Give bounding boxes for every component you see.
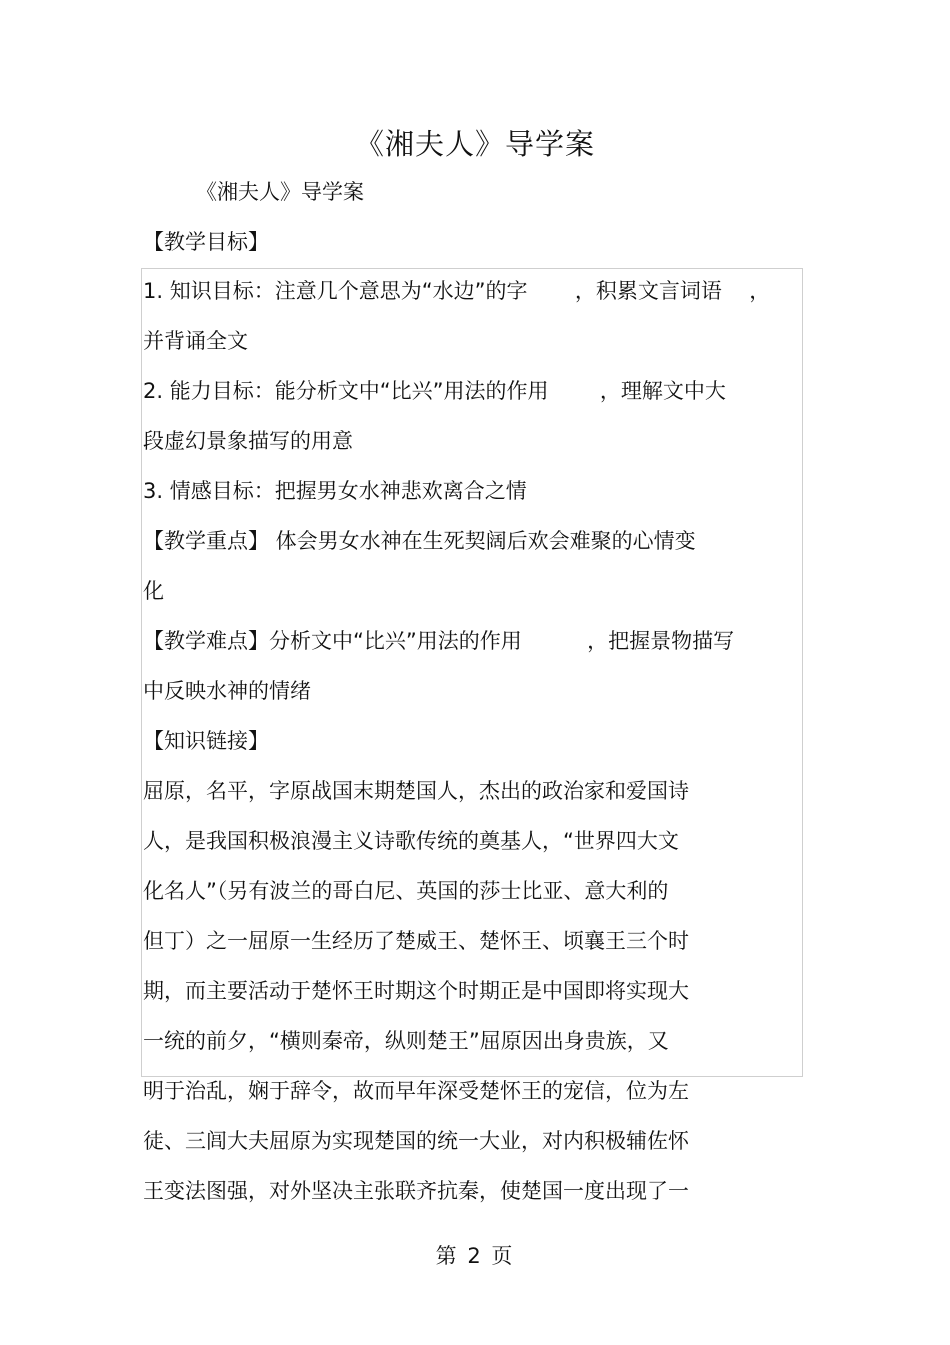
paragraph-line: 但丁）之一屈原一生经历了楚威王、楚怀王、顷襄王三个时 [143, 929, 689, 953]
difficult-points-text-2: ，把握景物描写 [587, 629, 735, 653]
paragraph-line: 期，而主要活动于楚怀王时期这个时期正是中国即将实现大 [143, 979, 689, 1003]
goal-ability-text-2: ，理解文中大 [599, 379, 726, 403]
paragraph-line: 化名人”（另有波兰的哥白尼、英国的莎士比亚、意大利的 [143, 879, 669, 903]
paragraph-line: 明于治乱，娴于辞令，故而早年深受楚怀王的宠信，位为左 [143, 1079, 689, 1103]
paragraph-line: 人，是我国积极浪漫主义诗歌传统的奠基人，“世界四大文 [143, 829, 679, 853]
goal-knowledge-line1 [143, 273, 770, 309]
page-title: 《湘夫人》导学案 [354, 127, 595, 161]
difficult-points-line2: 中反映水神的情绪 [143, 679, 311, 703]
paragraph-line: 徒、三闾大夫屈原为实现楚国的统一大业，对内积极辅佐怀 [143, 1129, 689, 1153]
paragraph-line: 王变法图强，对外坚决主张联齐抗秦，使楚国一度出现了一 [143, 1179, 689, 1203]
goal-knowledge-text-3: ， [749, 279, 771, 303]
key-points-line2: 化 [143, 579, 164, 603]
key-points-line1: 【教学重点】 体会男女水神在生死契阔后欢会难聚的心情变 [143, 529, 696, 553]
goal-ability-line1 [143, 373, 726, 409]
paragraph-line: 一统的前夕，“横则秦帝，纵则楚王”屈原因出身贵族，又 [143, 1029, 669, 1053]
difficult-points-text: 【教学难点】分析文中“比兴”用法的作用 [143, 629, 522, 653]
goal-ability-text: 2. 能力目标：能分析文中“比兴”用法的作用 [143, 379, 549, 403]
goal-knowledge-text: 1. 知识目标：注意几个意思为“水边”的字 [143, 279, 528, 303]
paragraph-line: 屈原，名平，字原战国末期楚国人，杰出的政治家和爱国诗 [143, 779, 689, 803]
page-number: 第 2 页 [435, 1244, 515, 1268]
difficult-points-line1 [143, 623, 734, 659]
subtitle: 《湘夫人》导学案 [196, 180, 364, 204]
goal-knowledge-text-2: ，积累文言词语 [574, 279, 722, 303]
heading-teaching-goals: 【教学目标】 [143, 230, 269, 254]
goal-knowledge-line2: 并背诵全文 [143, 329, 248, 353]
goal-emotion: 3. 情感目标：把握男女水神悲欢离合之情 [143, 479, 527, 503]
heading-knowledge-link: 【知识链接】 [143, 729, 269, 753]
goal-ability-line2: 段虚幻景象描写的用意 [143, 429, 353, 453]
